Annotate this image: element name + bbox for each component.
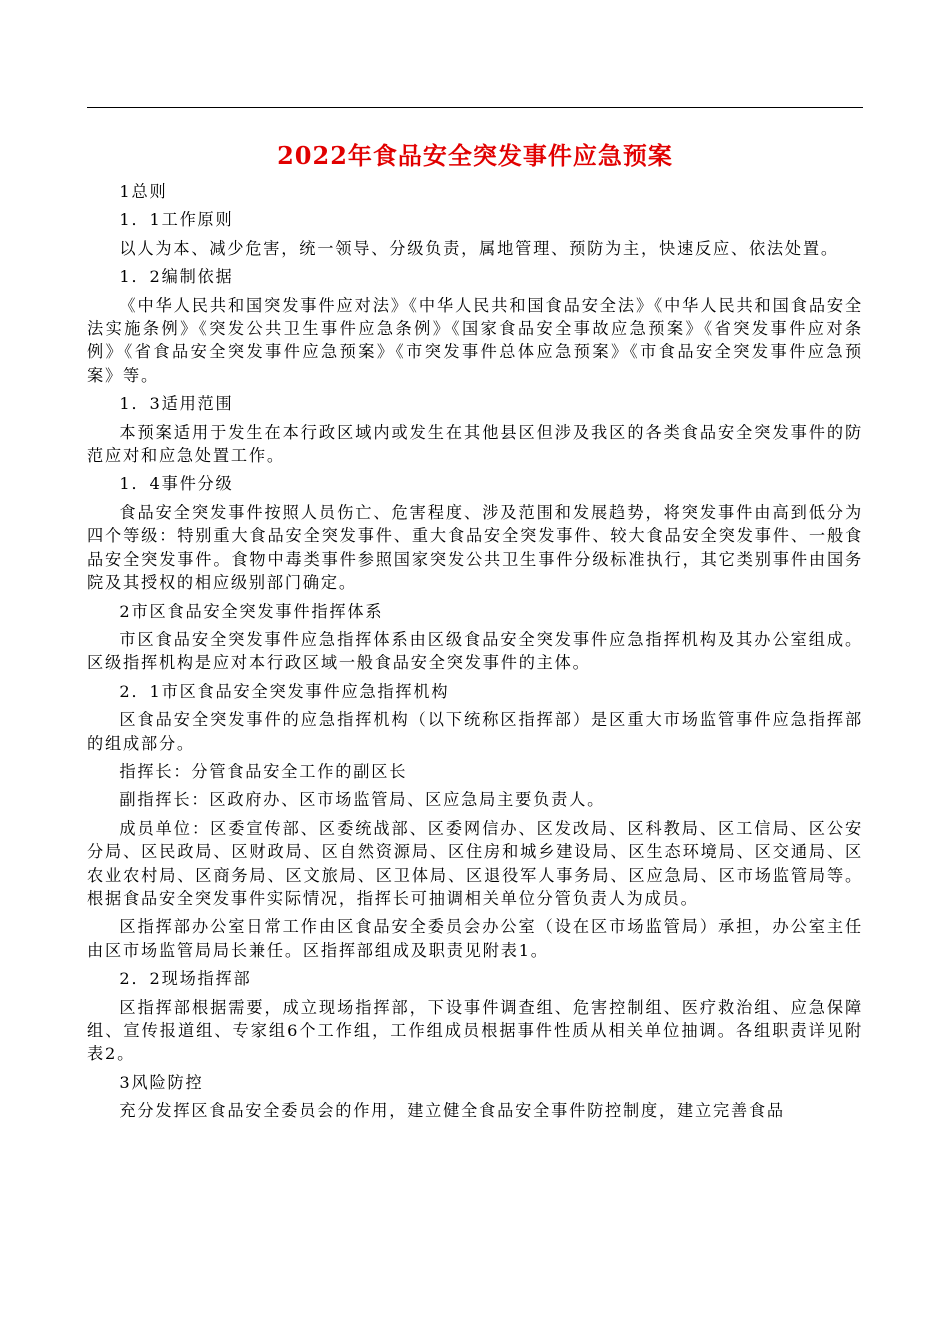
heading-grading: 1．4事件分级 [119, 474, 234, 494]
header-rule [87, 107, 863, 108]
document-body [87, 180, 863, 1128]
paragraph-grading: 食品安全突发事件按照人员伤亡、危害程度、涉及范围和发展趋势，将突发事件由高到低分为四个等级：特别重大食品安全突发事件、重大食品安全突发事件、较大食品安全突发事件、一般食品安全突发事件。食物中毒类事件参照国家突发公共卫生事件分级标准执行，其它类别事件由国务院及其授权的相应级别部门确定。 [87, 502, 863, 593]
paragraph-work-principles: 以人为本、减少危害，统一领导、分级负责，属地管理、预防为主，快速反应、依法处置。 [119, 238, 839, 258]
paragraph-member-units: 成员单位：区委宣传部、区委统战部、区委网信办、区发改局、区科教局、区工信局、区公安分局、区民政局、区财政局、区自然资源局、区住房和城乡建设局、区生态环境局、区交通局、区农业农村局、区商务局、区文旅局、区卫体局、区退役军人事务局、区应急局、区市场监管局等。根据食品安全突发事件实际情况，指挥长可抽调相关单位分管负责人为成员。 [87, 818, 863, 908]
heading-scope: 1．3适用范围 [119, 394, 234, 414]
heading-command-system: 2市区食品安全突发事件指挥体系 [119, 601, 384, 621]
paragraph-office: 区指挥部办公室日常工作由区食品安全委员会办公室（设在区市场监管局）承担，办公室主任由区市场监管局局长兼任。区指挥部组成及职责见附表1。 [87, 917, 863, 960]
heading-command-agency: 2．1市区食品安全突发事件应急指挥机构 [119, 681, 450, 701]
paragraph-basis: 《中华人民共和国突发事件应对法》《中华人民共和国食品安全法》《中华人民共和国食品安全法实施条例》《突发公共卫生事件应急条例》《国家食品安全事故应急预案》《省突发事件应对条例》《省食品安全突发事件应急预案》《市突发事件总体应急预案》《市食品安全突发事件应急预案》等。 [87, 295, 863, 385]
paragraph-risk-control: 充分发挥区食品安全委员会的作用，建立健全食品安全事件防控制度，建立完善食品 [119, 1101, 785, 1121]
document-title: 2022年食品安全突发事件应急预案 [277, 141, 673, 170]
paragraph-scope: 本预案适用于发生在本行政区域内或发生在其他县区但涉及我区的各类食品安全突发事件的防范应对和应急处置工作。 [87, 422, 863, 466]
paragraph-commander: 指挥长：分管食品安全工作的副区长 [119, 761, 408, 781]
paragraph-command-agency: 区食品安全突发事件的应急指挥机构（以下统称区指挥部）是区重大市场监管事件应急指挥部的组成部分。 [87, 710, 863, 753]
heading-field-command: 2．2现场指挥部 [119, 969, 252, 989]
paragraph-field-command: 区指挥部根据需要，成立现场指挥部，下设事件调查组、危害控制组、医疗救治组、应急保障组、宣传报道组、专家组6个工作组，工作组成员根据事件性质从相关单位抽调。各组职责详见附表2。 [87, 997, 863, 1064]
paragraph-deputy-commander: 副指挥长：区政府办、区市场监管局、区应急局主要负责人。 [119, 790, 606, 810]
heading-work-principles: 1．1工作原则 [119, 210, 234, 230]
heading-risk-control: 3风险防控 [119, 1072, 204, 1092]
heading-general: 1总则 [119, 182, 168, 201]
paragraph-command-system: 市区食品安全突发事件应急指挥体系由区级食品安全突发事件应急指挥机构及其办公室组成。区级指挥机构是应对本行政区域一般食品安全突发事件的主体。 [87, 629, 863, 673]
heading-basis: 1．2编制依据 [119, 267, 234, 287]
